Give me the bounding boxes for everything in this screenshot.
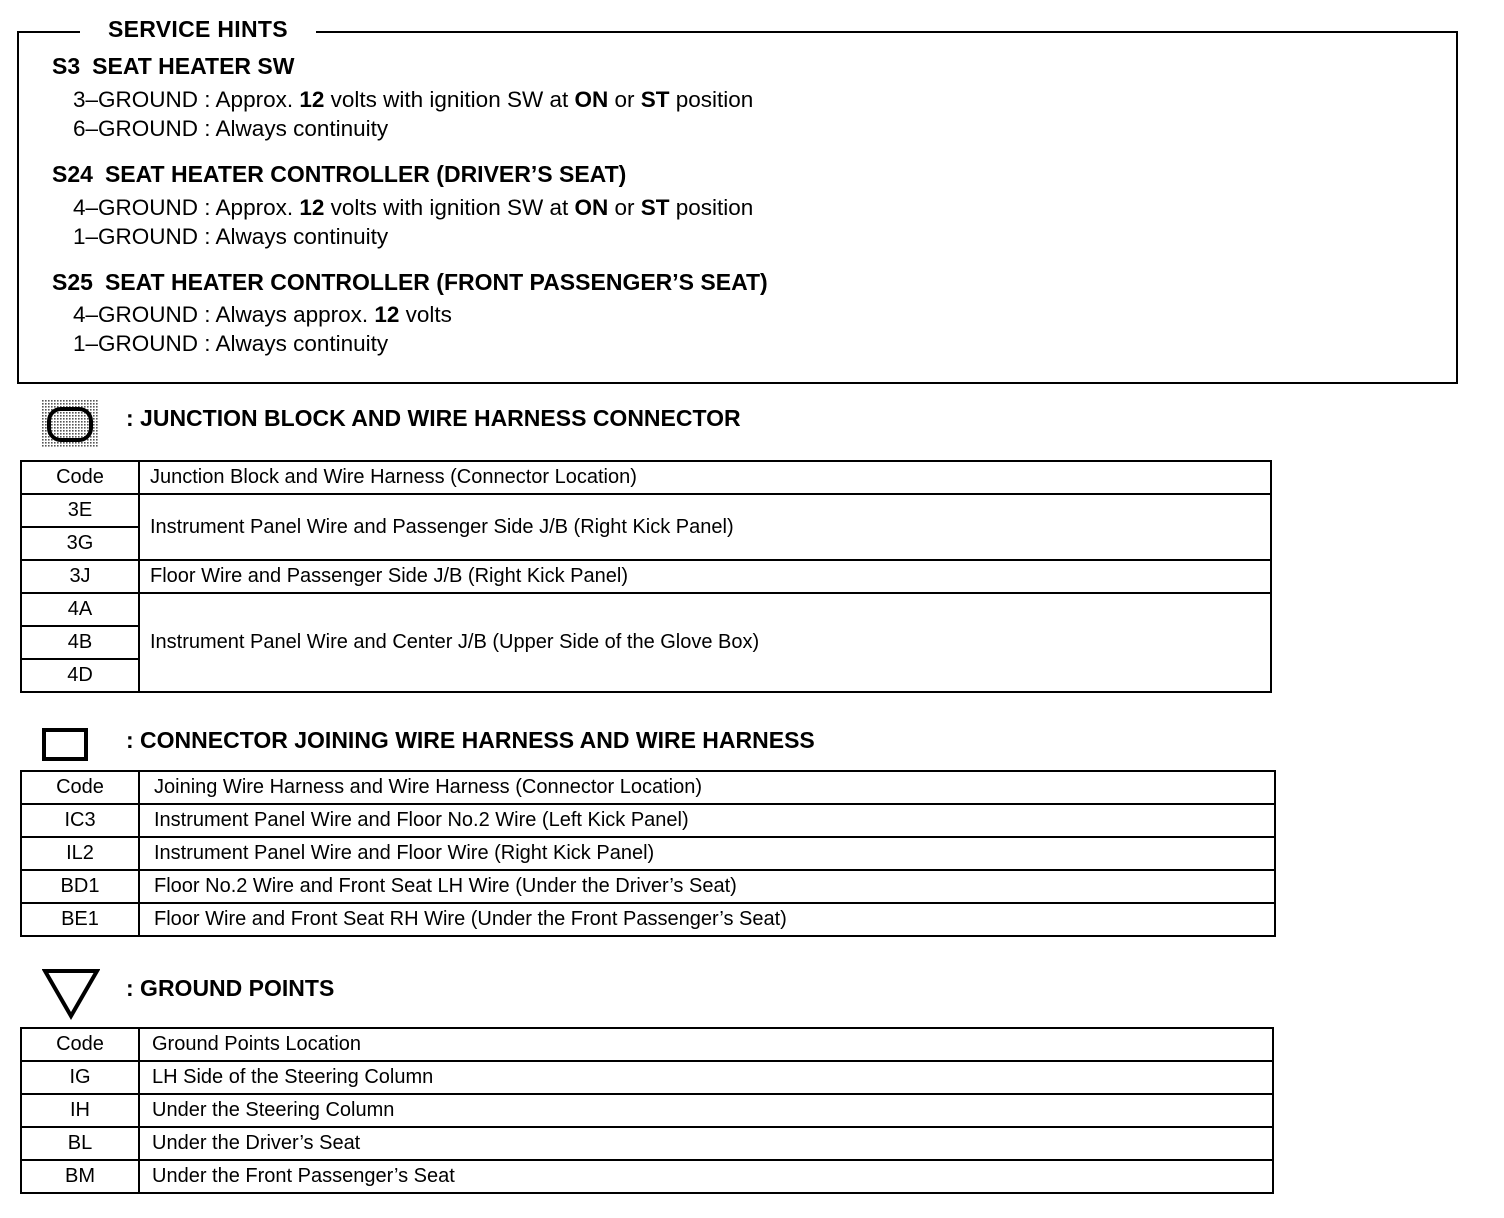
inverted-triangle-icon xyxy=(42,968,100,1020)
code-cell: 3E xyxy=(21,494,139,527)
hint-line xyxy=(73,85,753,115)
connector-table xyxy=(20,770,1276,937)
table-row xyxy=(21,804,1275,837)
desc-cell: Floor Wire and Passenger Side J/B (Right Kick Panel) xyxy=(139,560,1271,593)
ground-heading: : GROUND POINTS xyxy=(126,975,335,1001)
separator: : xyxy=(198,195,216,220)
table-row xyxy=(21,560,1271,593)
section-heading-s24 xyxy=(52,159,626,189)
separator: : xyxy=(198,331,216,356)
code-cell: BM xyxy=(21,1160,139,1193)
section-code: S3 xyxy=(52,53,81,79)
hint-text: volts with ignition SW at xyxy=(324,195,575,220)
hint-text: Always continuity xyxy=(215,224,389,249)
separator: : xyxy=(198,224,216,249)
desc-cell: Instrument Panel Wire and Center J/B (Upper Side of the Glove Box) xyxy=(139,593,1271,692)
table-row xyxy=(21,593,1271,626)
hint-line xyxy=(73,222,388,252)
code-cell: IC3 xyxy=(21,804,139,837)
hint-line xyxy=(73,329,388,359)
table-row xyxy=(21,870,1275,903)
terminal: 1–GROUND xyxy=(73,331,199,356)
table-header-row xyxy=(21,771,1275,804)
voltage-value: 12 xyxy=(299,195,325,220)
hint-text: Approx. xyxy=(215,87,300,112)
code-cell: BL xyxy=(21,1127,139,1160)
code-cell: 4D xyxy=(21,659,139,692)
desc-cell: Under the Front Passenger’s Seat xyxy=(139,1160,1273,1193)
ignition-st: ST xyxy=(640,87,670,112)
terminal: 4–GROUND xyxy=(73,195,199,220)
table-header-row xyxy=(21,1028,1273,1061)
header-code: Code xyxy=(21,461,139,494)
separator: : xyxy=(198,302,216,327)
header-code: Code xyxy=(21,771,139,804)
voltage-value: 12 xyxy=(299,87,325,112)
section-name: SEAT HEATER CONTROLLER (FRONT PASSENGER’S SEAT) xyxy=(104,269,768,295)
separator: : xyxy=(198,87,216,112)
terminal: 1–GROUND xyxy=(73,224,199,249)
service-hints-title: SERVICE HINTS xyxy=(80,14,316,44)
ignition-st: ST xyxy=(640,195,670,220)
connector-heading: : CONNECTOR JOINING WIRE HARNESS AND WIRE HARNESS xyxy=(126,727,815,753)
desc-cell: Under the Driver’s Seat xyxy=(139,1127,1273,1160)
desc-cell: Instrument Panel Wire and Passenger Side J/B (Right Kick Panel) xyxy=(139,494,1271,560)
section-name: SEAT HEATER SW xyxy=(92,53,295,79)
section-code: S25 xyxy=(52,269,93,295)
table-row xyxy=(21,494,1271,527)
table-row xyxy=(21,837,1275,870)
hint-line xyxy=(73,300,452,330)
code-cell: 4A xyxy=(21,593,139,626)
hint-text: Approx. xyxy=(215,195,300,220)
hint-line xyxy=(73,114,388,144)
desc-cell: Instrument Panel Wire and Floor Wire (Right Kick Panel) xyxy=(139,837,1275,870)
terminal: 4–GROUND xyxy=(73,302,199,327)
table-row xyxy=(21,1127,1273,1160)
ignition-on: ON xyxy=(574,195,609,220)
hint-line xyxy=(73,193,753,223)
header-desc: Junction Block and Wire Harness (Connector Location) xyxy=(139,461,1271,494)
hint-text: or xyxy=(608,87,641,112)
hint-text: position xyxy=(669,195,754,220)
voltage-value: 12 xyxy=(374,302,400,327)
junction-table xyxy=(20,460,1272,693)
header-desc: Ground Points Location xyxy=(139,1028,1273,1061)
junction-heading: : JUNCTION BLOCK AND WIRE HARNESS CONNECTOR xyxy=(126,405,741,431)
rectangle-outline-icon xyxy=(42,728,88,761)
desc-cell: LH Side of the Steering Column xyxy=(139,1061,1273,1094)
separator: : xyxy=(198,116,216,141)
hint-text: Always continuity xyxy=(215,331,389,356)
section-heading-s3 xyxy=(52,51,294,81)
ground-table xyxy=(20,1027,1274,1194)
ignition-on: ON xyxy=(574,87,609,112)
hint-text: volts with ignition SW at xyxy=(324,87,575,112)
section-name: SEAT HEATER CONTROLLER (DRIVER’S SEAT) xyxy=(104,161,627,187)
code-cell: BE1 xyxy=(21,903,139,936)
header-code: Code xyxy=(21,1028,139,1061)
code-cell: IL2 xyxy=(21,837,139,870)
code-cell: 3J xyxy=(21,560,139,593)
desc-cell: Under the Steering Column xyxy=(139,1094,1273,1127)
section-code: S24 xyxy=(52,161,93,187)
code-cell: IG xyxy=(21,1061,139,1094)
table-header-row xyxy=(21,461,1271,494)
section-heading-s25 xyxy=(52,267,768,297)
code-cell: 4B xyxy=(21,626,139,659)
table-row xyxy=(21,1061,1273,1094)
code-cell: IH xyxy=(21,1094,139,1127)
hint-text: position xyxy=(669,87,754,112)
table-row xyxy=(21,903,1275,936)
code-cell: 3G xyxy=(21,527,139,560)
terminal: 3–GROUND xyxy=(73,87,199,112)
shaded-rounded-rect-icon xyxy=(42,400,98,448)
hint-text: volts xyxy=(399,302,452,327)
hint-text: or xyxy=(608,195,641,220)
desc-cell: Floor No.2 Wire and Front Seat LH Wire (Under the Driver’s Seat) xyxy=(139,870,1275,903)
header-desc: Joining Wire Harness and Wire Harness (Connector Location) xyxy=(139,771,1275,804)
hint-text: Always continuity xyxy=(215,116,389,141)
code-cell: BD1 xyxy=(21,870,139,903)
table-row xyxy=(21,1160,1273,1193)
desc-cell: Instrument Panel Wire and Floor No.2 Wire (Left Kick Panel) xyxy=(139,804,1275,837)
table-row xyxy=(21,1094,1273,1127)
desc-cell: Floor Wire and Front Seat RH Wire (Under the Front Passenger’s Seat) xyxy=(139,903,1275,936)
terminal: 6–GROUND xyxy=(73,116,199,141)
hint-text: Always approx. xyxy=(215,302,375,327)
